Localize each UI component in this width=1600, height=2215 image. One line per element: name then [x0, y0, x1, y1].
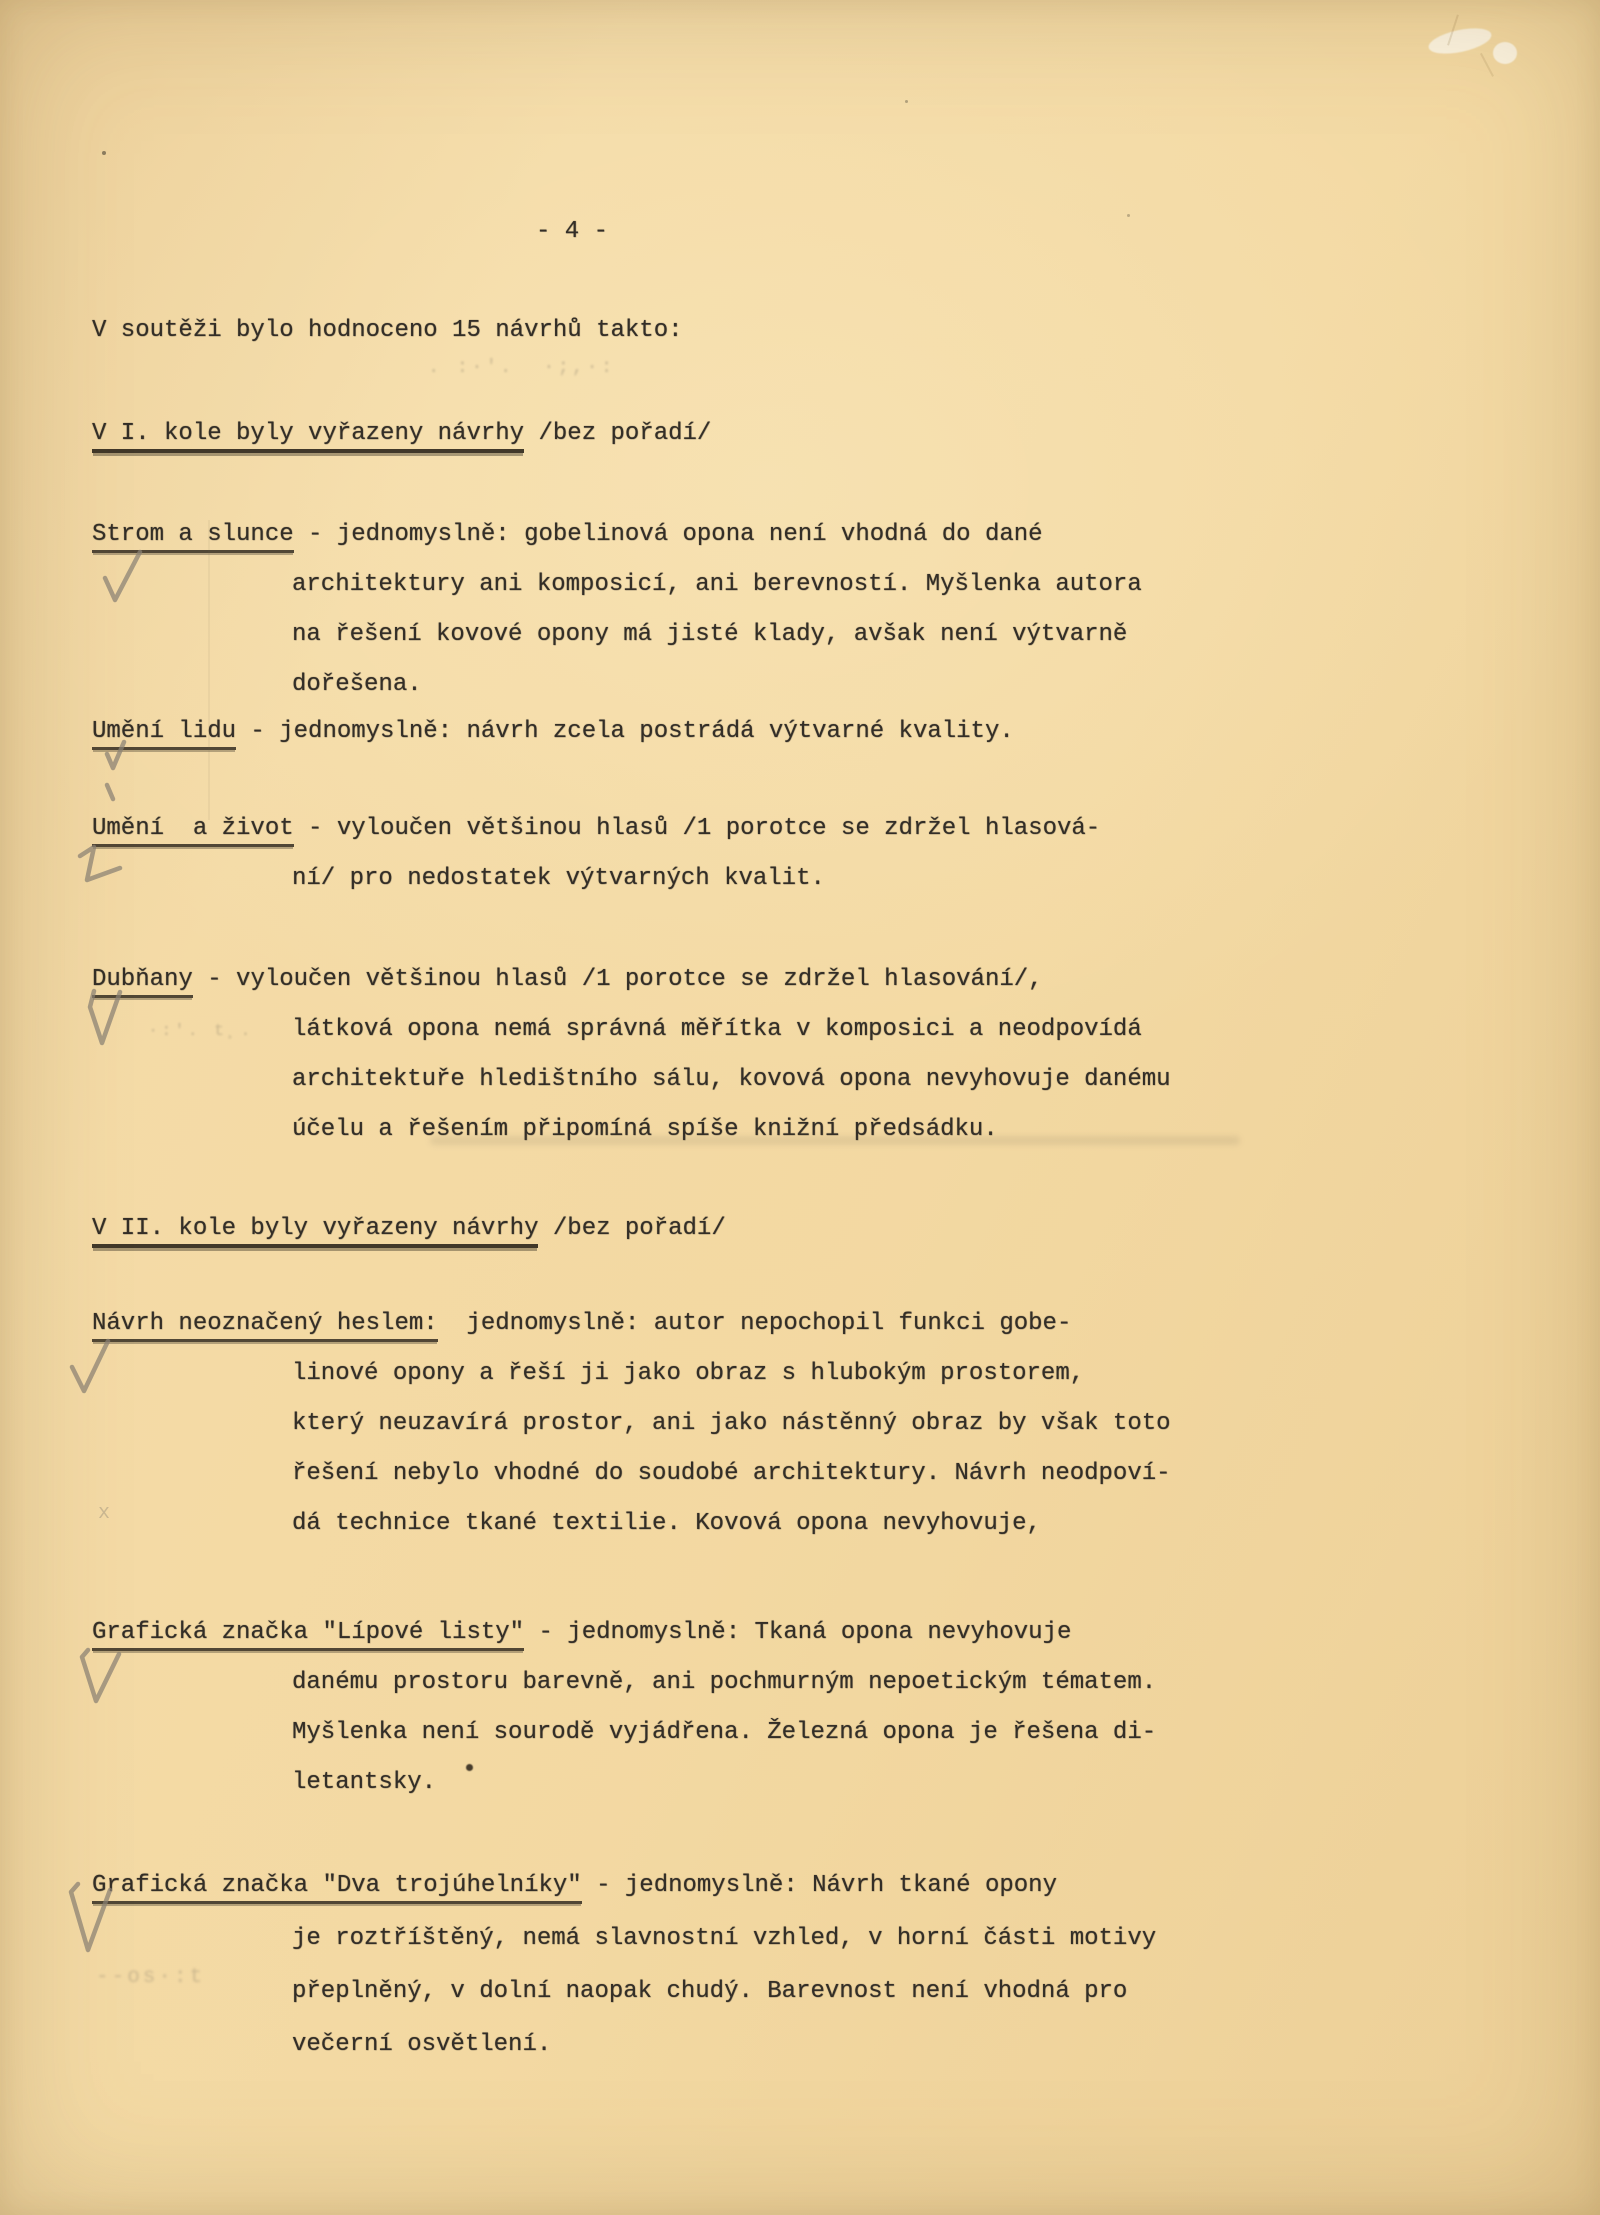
intro-paragraph: [92, 306, 683, 356]
pencil-checkmark: [76, 1645, 126, 1707]
round2-heading-line: [92, 1204, 726, 1254]
round1-heading: [92, 409, 711, 459]
entry-first-line: [92, 1299, 1171, 1349]
entry-lead: - vyloučen většinou hlasů /1 porotce se zdržel hlasování/,: [192, 966, 1043, 993]
entry-dva-trojuhelniky: [92, 1859, 1156, 2071]
entry-term: Dubňany: [92, 966, 193, 998]
entry-line: dořešena.: [292, 671, 422, 698]
entry-term: Grafická značka "Dva trojúhelníky": [92, 1872, 582, 1904]
entry-line: danému prostoru barevně, ani pochmurným nepoetickým tématem.: [292, 1669, 1157, 1696]
round1-heading-line: [92, 409, 711, 459]
paper-damage-spot: [1493, 42, 1517, 64]
entry-navrh-neoznaceny: [92, 1299, 1171, 1549]
entry-line: dá technice tkané textilie. Kovová opona nevyhovuje,: [292, 1510, 1041, 1537]
entry-line: který neuzavírá prostor, ani jako nástěnný obraz by však toto: [292, 1410, 1171, 1437]
entry-lead: - jednomyslně: gobelinová opona není vhodná do dané: [293, 521, 1043, 548]
illegible-smudge: --os·:t: [96, 1966, 206, 1989]
entry-term: Strom a slunce: [92, 521, 294, 553]
pencil-squiggle: [74, 842, 126, 886]
paper-stain: [430, 1136, 1240, 1145]
round2-heading-underlined: V II. kole byly vyřazeny návrhy: [92, 1215, 538, 1248]
pencil-checkmark: [104, 738, 128, 772]
entry-line: přeplněný, v dolní naopak chudý. Barevnost není vhodná pro: [292, 1978, 1128, 2005]
illegible-smudge: . :·'. ·;,·:: [428, 356, 616, 378]
round2-heading: [92, 1204, 726, 1254]
entry-term: Umění lidu: [92, 718, 236, 750]
entry-line: večerní osvětlení.: [292, 2031, 552, 2058]
pencil-checkmark: [84, 985, 124, 1049]
page-number: [536, 207, 608, 257]
round2-heading-suffix: /bez pořadí/: [538, 1215, 726, 1242]
entry-line: látková opona nemá správná měřítka v komposici a neodpovídá: [292, 1016, 1142, 1043]
intro-text: V soutěži bylo hodnoceno 15 návrhů takto:: [92, 317, 683, 344]
entry-first-line: [92, 510, 1142, 560]
illegible-smudge: ·:'. t¸.: [148, 1022, 254, 1041]
round1-heading-underlined: V I. kole byly vyřazeny návrhy: [92, 420, 524, 453]
entry-line: linové opony a řeší ji jako obraz s hlubokým prostorem,: [292, 1360, 1085, 1387]
pencil-checkmark: [100, 548, 145, 606]
entry-term: Grafická značka "Lípové listy": [92, 1619, 524, 1651]
entry-lead: - jednomyslně: návrh zcela postrádá výtvarné kvality.: [236, 718, 1014, 745]
entry-line: ní/ pro nedostatek výtvarných kvalit.: [292, 865, 825, 892]
entry-line: architektuře hledištního sálu, kovová opona nevyhovuje danému: [292, 1066, 1171, 1093]
entry-line: letantsky.: [292, 1769, 437, 1796]
pencil-x-mark: x: [98, 1502, 111, 1525]
paper-crack: [1480, 53, 1494, 77]
entry-umeni-lidu: [92, 707, 1014, 757]
entry-first-line: [92, 804, 1100, 854]
entry-term: Umění a život: [92, 815, 294, 847]
round1-heading-suffix: /bez pořadí/: [524, 420, 712, 447]
ink-speck: [1127, 214, 1130, 217]
entry-lead: - jednomyslně: Návrh tkané opony: [581, 1872, 1057, 1899]
entry-first-line: [92, 955, 1171, 1005]
entry-term: Návrh neoznačený heslem:: [92, 1310, 438, 1342]
entry-line: je roztříštěný, nemá slavnostní vzhled, v horní části motivy: [292, 1925, 1157, 1952]
ink-speck: [905, 100, 908, 103]
entry-line: řešení nebylo vhodné do soudobé architektury. Návrh neodpoví-: [292, 1460, 1171, 1487]
page-number-text: - 4 -: [536, 218, 609, 245]
entry-line: Myšlenka není sourodě vyjádřena. Železná opona je řešena di-: [292, 1719, 1157, 1746]
entry-line: na řešení kovové opony má jisté klady, avšak není výtvarně: [292, 621, 1128, 648]
entry-lipove-listy: [92, 1608, 1156, 1808]
entry-first-line: [92, 1859, 1156, 1912]
entry-strom-a-slunce: [92, 510, 1142, 710]
entry-umeni-a-zivot: [92, 804, 1100, 904]
paper-crease: [208, 520, 210, 820]
pencil-checkmark: [66, 1335, 116, 1397]
pencil-checkmark: [64, 1878, 116, 1958]
ink-speck: [102, 151, 106, 155]
entry-dubnany: [92, 955, 1171, 1155]
entry-line: architektury ani komposicí, ani berevností. Myšlenka autora: [292, 571, 1142, 598]
entry-line: účelu a řešením připomíná spíše knižní předsádku.: [292, 1116, 998, 1143]
entry-lead: - jednomyslně: Tkaná opona nevyhovuje: [524, 1619, 1072, 1646]
pencil-tick: [104, 782, 116, 802]
entry-lead: - vyloučen většinou hlasů /1 porotce se zdržel hlasová-: [293, 815, 1101, 842]
ink-dot: [466, 1764, 473, 1771]
entry-first-line: [92, 707, 1014, 757]
entry-lead: jednomyslně: autor nepochopil funkci gobe-: [437, 1310, 1072, 1337]
entry-first-line: [92, 1608, 1156, 1658]
paper-damage-spot: [1426, 24, 1493, 59]
